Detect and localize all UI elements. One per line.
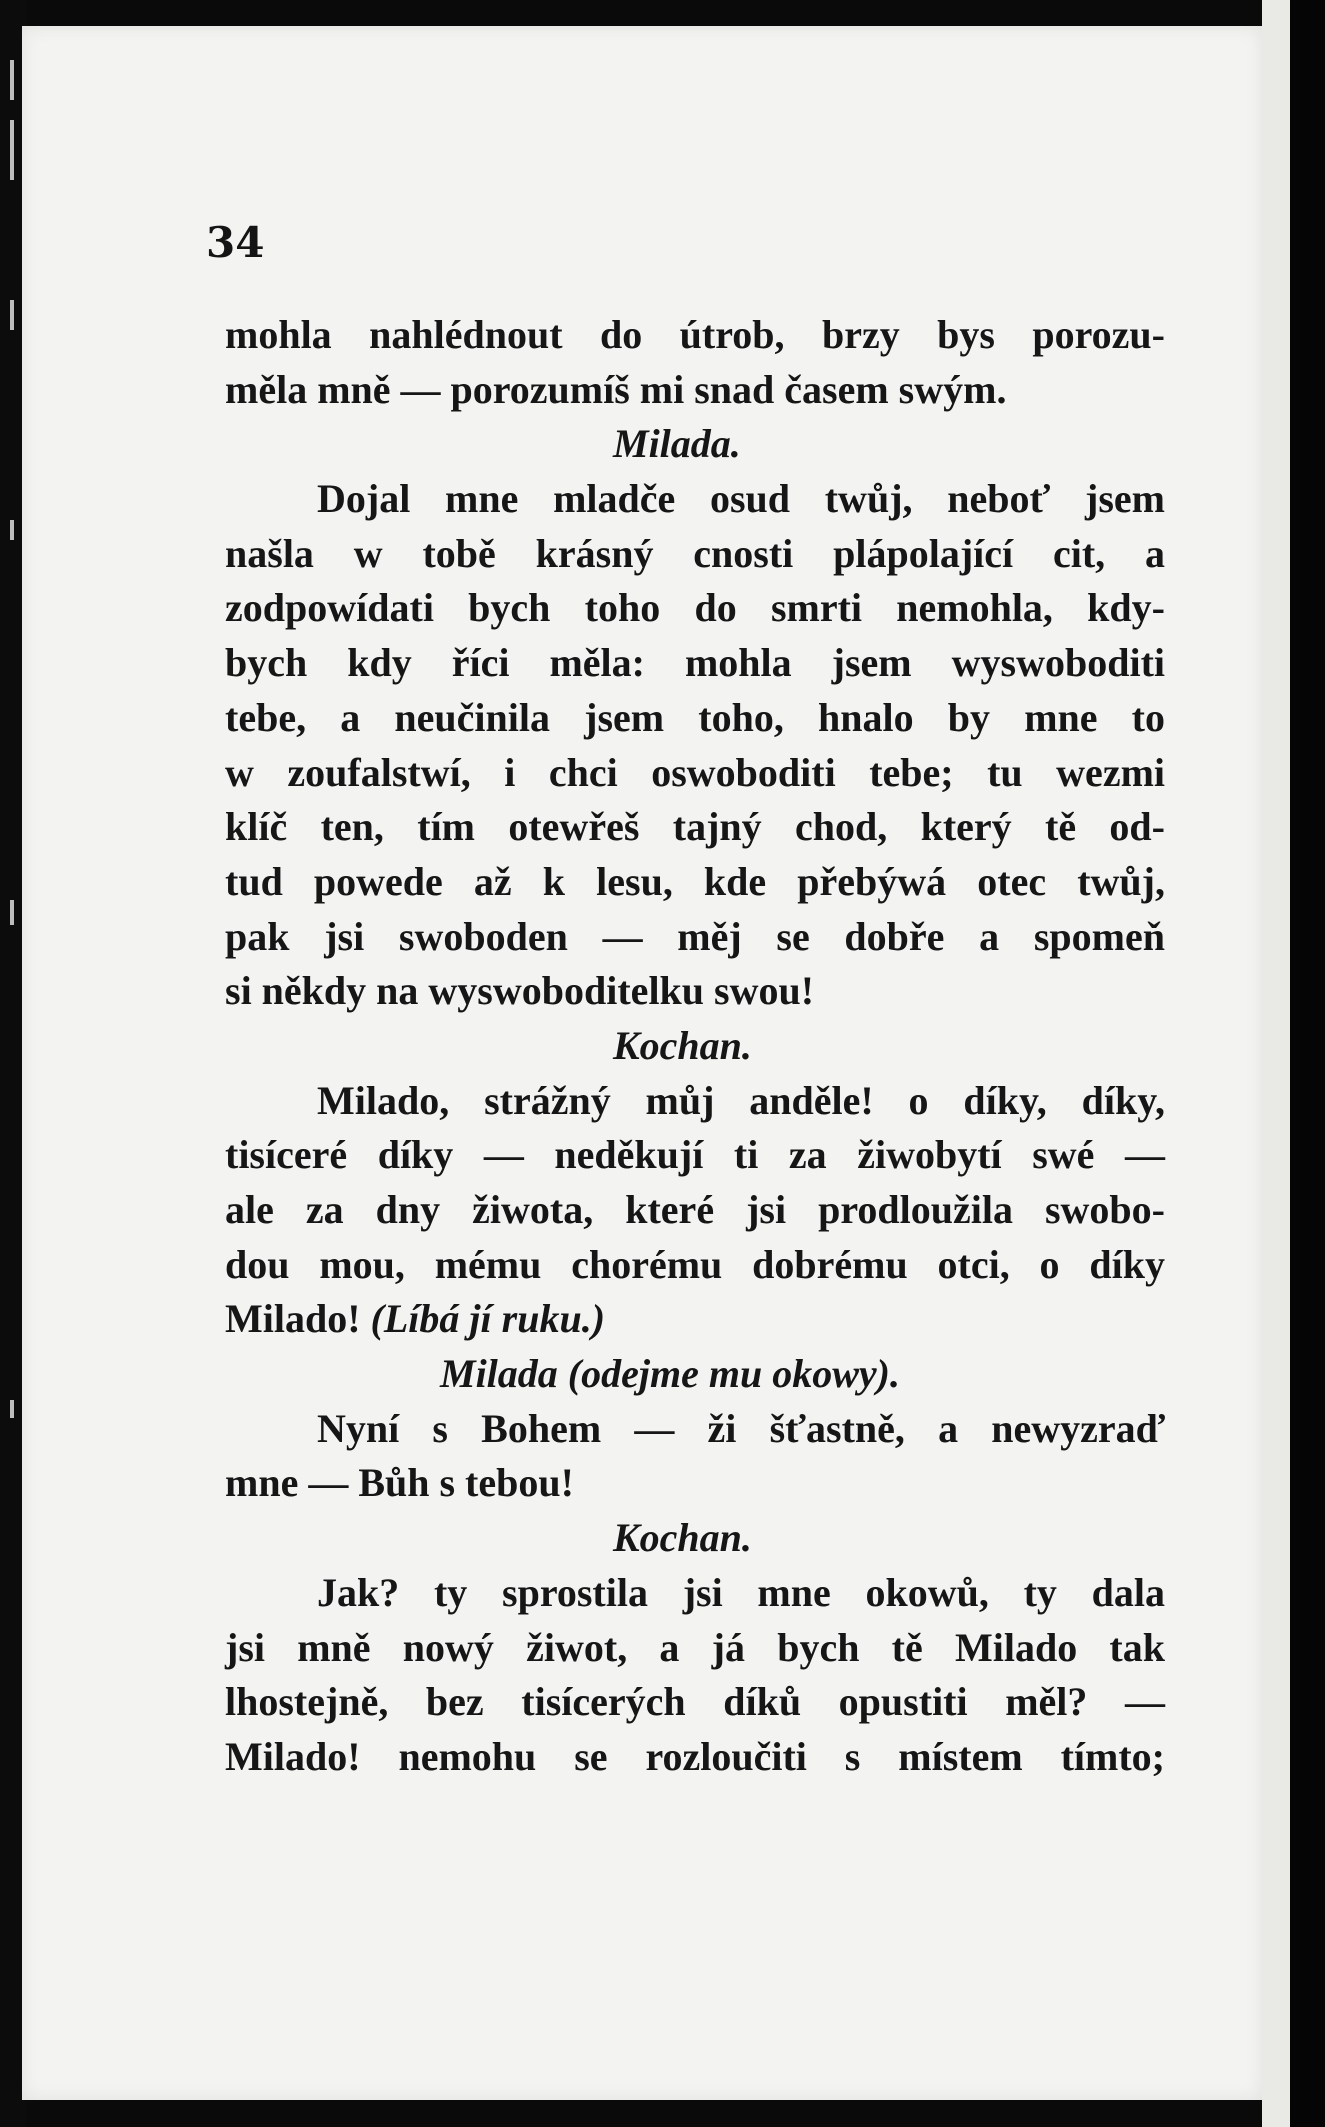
text-line: pak jsi swoboden — měj se dobře a spomeň xyxy=(225,913,1165,959)
text-line: dou mou, mému chorému dobrému otci, o díky xyxy=(225,1241,1165,1287)
text-line: jsi mně nowý žiwot, a já bych tě Milado tak xyxy=(225,1624,1165,1670)
speaker-name: Kochan. xyxy=(613,1515,752,1561)
speaker-name: Milada xyxy=(440,1351,558,1397)
text-line: Milado! nemohu se rozloučiti s místem tímto; xyxy=(225,1733,1165,1779)
text-line: Nyní s Bohem — ži šťastně, a newyzraď xyxy=(317,1405,1165,1451)
text-line: si někdy na wyswoboditelku swou! xyxy=(225,968,815,1014)
page-edge xyxy=(1262,0,1290,2127)
text-block xyxy=(225,308,1165,1785)
stage-direction: (Líbá jí ruku.) xyxy=(370,1296,606,1342)
speaker-name: Milada. xyxy=(613,421,741,467)
text-line: bych kdy říci měla: mohla jsem wyswoboditi xyxy=(225,640,1165,686)
text-line: w zoufalstwí, i chci oswoboditi tebe; tu wezmi xyxy=(225,749,1165,795)
text-line: lhostejně, bez tisícerých díků opustiti měl? — xyxy=(225,1679,1165,1725)
text-line: mohla nahlédnout do útrob, brzy bys porozu- xyxy=(225,312,1165,357)
text-fragment: Milado! xyxy=(225,1296,361,1342)
stage-direction: (odejme mu okowy). xyxy=(567,1351,900,1397)
text-line: měla mně — porozumíš mi snad časem swým. xyxy=(225,366,1007,412)
text-line: tebe, a neučinila jsem toho, hnalo by mne to xyxy=(225,694,1165,740)
text-line: Milado, strážný můj anděle! o díky, díky, xyxy=(317,1077,1165,1123)
text-line-with-stage-direction xyxy=(225,1292,1165,1347)
text-line: klíč ten, tím otewřeš tajný chod, který tě od- xyxy=(225,804,1165,850)
page-number: 34 xyxy=(206,218,265,267)
text-line: Jak? ty sprostila jsi mne okowů, ty dala xyxy=(317,1569,1165,1615)
text-line: našla w tobě krásný cnosti plápolající cit, a xyxy=(225,530,1165,576)
text-line: zodpowídati bych toho do smrti nemohla, kdy- xyxy=(225,585,1165,631)
text-line: tisíceré díky — neděkují ti za žiwobytí swé — xyxy=(225,1132,1165,1178)
scan-right-border xyxy=(1290,0,1325,2127)
text-line: Dojal mne mladče osud twůj, neboť jsem xyxy=(317,476,1165,522)
text-line: ale za dny žiwota, které jsi prodloužila swobo- xyxy=(225,1187,1165,1232)
speaker-name: Kochan. xyxy=(613,1022,752,1068)
text-line: mne — Bůh s tebou! xyxy=(225,1460,574,1506)
speaker-heading xyxy=(225,1347,1165,1402)
text-line: tud powede až k lesu, kde přebýwá otec twůj, xyxy=(225,858,1165,904)
